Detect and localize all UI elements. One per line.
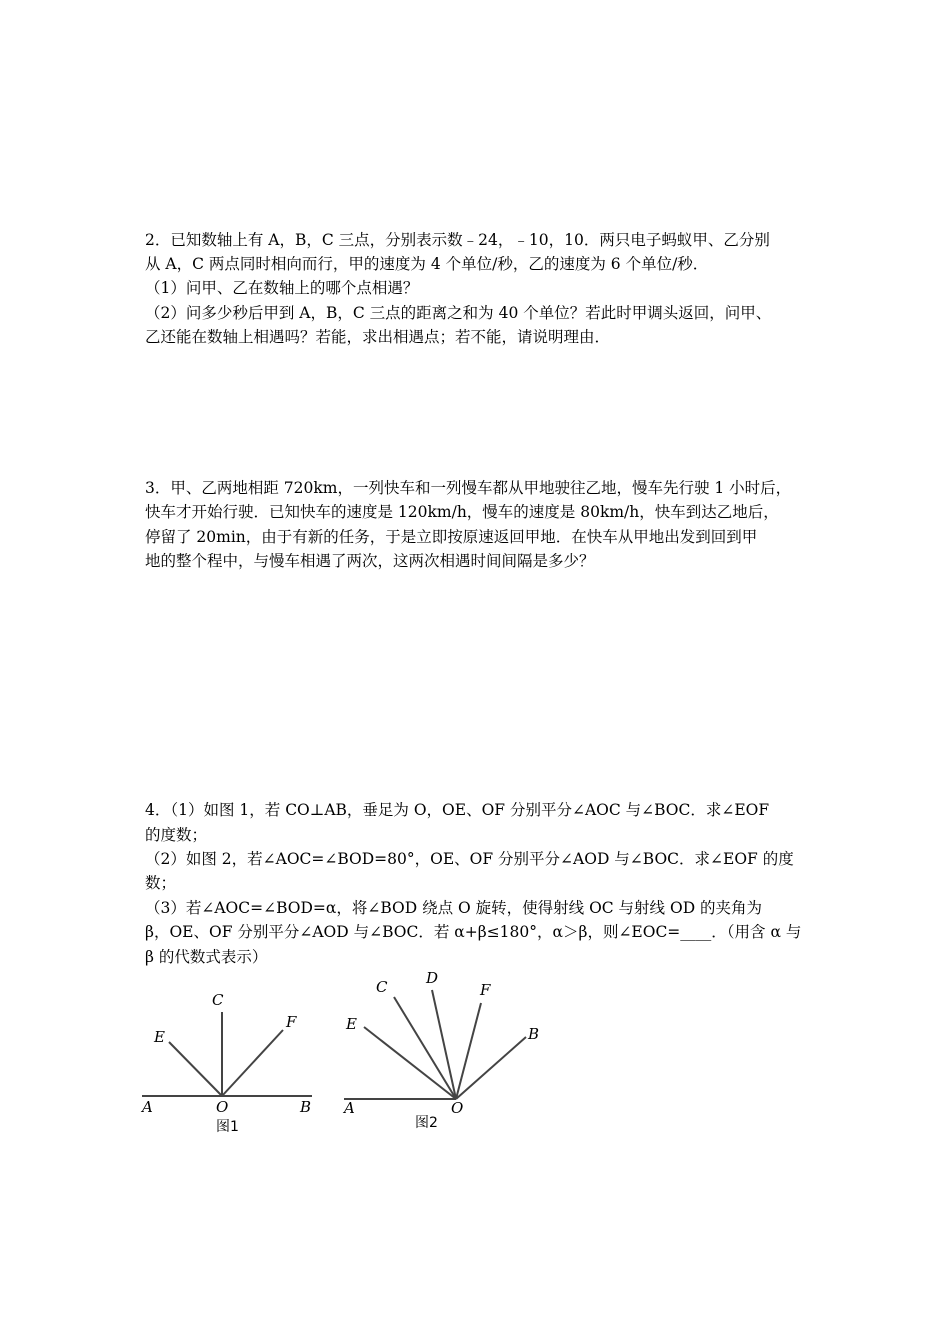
figure-1 — [140, 985, 325, 1135]
label-c: C — [376, 978, 388, 996]
figure-1-caption: 图1 — [216, 1119, 239, 1135]
problem-2-part-2: （2）问多少秒后甲到 A，B，C 三点的距离之和为 40 个单位？若此时甲调头返回，问甲、 — [145, 304, 772, 322]
problem-2-line: 从 A，C 两点同时相向而行，甲的速度为 4 个单位/秒，乙的速度为 6 个单位/秒． — [145, 255, 709, 273]
ray-oc — [394, 997, 456, 1099]
figure-2-caption: 图2 — [415, 1115, 438, 1131]
ray-oe — [169, 1042, 222, 1096]
label-a: A — [344, 1099, 355, 1117]
problem-3-line: 停留了 20min，由于有新的任务，于是立即按原速返回甲地．在快车从甲地出发到回到甲 — [145, 528, 758, 546]
ray-ob — [456, 1037, 526, 1099]
problem-2-part-1: （1）问甲、乙在数轴上的哪个点相遇？ — [145, 279, 419, 297]
label-f: F — [480, 981, 491, 999]
problem-4-part-3: （3）若∠AOC=∠BOD=α，将∠BOD 绕点 O 旋转，使得射线 OC 与射线 OD 的夹角为 — [145, 899, 763, 917]
label-b: B — [300, 1098, 312, 1116]
problem-3-line: 地的整个程中，与慢车相遇了两次，这两次相遇时间间隔是多少？ — [145, 552, 595, 570]
ray-of — [456, 1003, 481, 1099]
figure-2 — [340, 965, 550, 1135]
label-b: B — [528, 1025, 540, 1043]
problem-4-line: 数； — [145, 874, 177, 892]
ray-of — [222, 1030, 283, 1096]
problem-4-part-2: （2）如图 2，若∠AOC=∠BOD=80°，OE、OF 分别平分∠AOD 与∠BOC．求∠EOF 的度 — [145, 850, 794, 868]
label-f: F — [286, 1013, 297, 1031]
problem-4-line: β，OE、OF 分别平分∠AOD 与∠BOC．若 α+β≤180°，α＞β，则∠EOC=____．（用含 α 与 — [145, 923, 802, 941]
label-o: O — [451, 1099, 464, 1117]
problem-2-line: 乙还能在数轴上相遇吗？若能，求出相遇点；若不能，请说明理由． — [145, 328, 611, 346]
problem-2-line: 2．已知数轴上有 A，B，C 三点，分别表示数﹣24，﹣10，10．两只电子蚂蚁甲、乙分别 — [145, 231, 770, 249]
problem-3-line: 3．甲、乙两地相距 720km，一列快车和一列慢车都从甲地驶往乙地，慢车先行驶 1 小时后， — [145, 479, 792, 497]
label-o: O — [216, 1098, 229, 1116]
label-d: D — [426, 969, 439, 987]
label-e: E — [154, 1028, 165, 1046]
label-a: A — [142, 1098, 153, 1116]
problem-4-part-1: 4．（1）如图 1，若 CO⊥AB，垂足为 O，OE、OF 分别平分∠AOC 与∠BOC．求∠EOF — [145, 801, 770, 819]
problem-4-line: 的度数； — [145, 826, 208, 844]
label-e: E — [346, 1015, 357, 1033]
label-c: C — [212, 991, 224, 1009]
problem-3-line: 快车才开始行驶．已知快车的速度是 120km/h，慢车的速度是 80km/h，快车到达乙地后， — [145, 503, 779, 521]
problem-4-line: β 的代数式表示） — [145, 948, 268, 966]
